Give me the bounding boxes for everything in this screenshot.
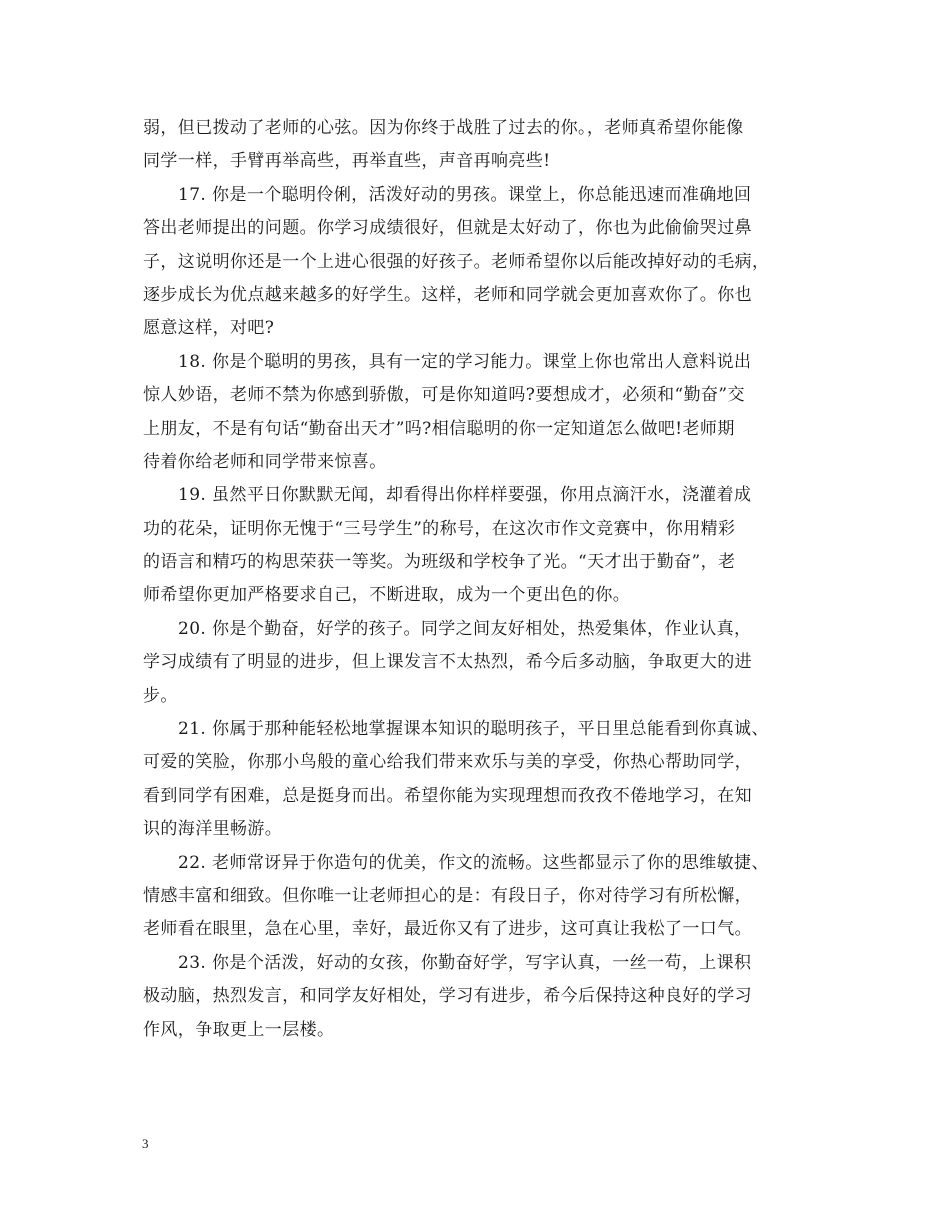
text-line: 的语言和精巧的构思荣获一等奖。为班级和学校争了光。“天才出于勤奋”，老 [143, 552, 736, 573]
paragraph-item-17 [143, 179, 813, 346]
text-line: 子，这说明你还是一个上进心很强的好孩子。老师希望你以后能改掉好动的毛病， [143, 251, 770, 272]
text-line: 功的花朵，证明你无愧于“三号学生”的称号，在这次市作文竞赛中，你用精彩 [143, 518, 736, 539]
paragraph-item-23 [143, 947, 813, 1047]
text-line: 愿意这样，对吧? [143, 318, 275, 339]
text-line: 情感丰富和细致。但你唯一让老师担心的是：有段日子，你对待学习有所松懈， [143, 885, 752, 906]
text-line: 上朋友，不是有句话“勤奋出天才”吗?相信聪明的你一定知道怎么做吧!老师期 [143, 418, 735, 439]
text-line: 惊人妙语，老师不禁为你感到骄傲，可是你知道吗?要想成才，必须和“勤奋”交 [143, 385, 745, 406]
text-line: 17. 你是一个聪明伶俐，活泼好动的男孩。课堂上，你总能迅速而准确地回 [178, 184, 752, 205]
text-line: 同学一样，手臂再举高些，再举直些，声音再响亮些! [143, 151, 551, 172]
text-line: 识的海洋里畅游。 [143, 819, 283, 840]
document-body [143, 112, 813, 1047]
text-line: 答出老师提出的问题。你学习成绩很好，但就是太好动了，你也为此偷偷哭过鼻 [143, 218, 752, 239]
text-line: 18. 你是个聪明的男孩，具有一定的学习能力。课堂上你也常出人意料说出 [178, 351, 752, 372]
text-line: 弱，但已拨动了老师的心弦。因为你终于战胜了过去的你。，老师真希望你能像 [143, 118, 744, 138]
paragraph-item-18 [143, 346, 813, 480]
text-line: 21. 你属于那种能轻松地掌握课本知识的聪明孩子，平日里总能看到你真诚、 [178, 719, 769, 740]
text-line: 20. 你是个勤奋，好学的孩子。同学之间友好相处，热爱集体，作业认真， [178, 618, 752, 639]
text-line: 19. 虽然平日你默默无闻，却看得出你样样要强，你用点滴汗水，浇灌着成 [178, 485, 752, 506]
page-number: 3 [142, 1136, 149, 1151]
paragraph-item-21 [143, 713, 813, 847]
paragraph-item-20 [143, 613, 813, 713]
text-line: 看到同学有困难，总是挺身而出。希望你能为实现理想而孜孜不倦地学习，在知 [143, 785, 752, 806]
text-line: 老师看在眼里，急在心里，幸好，最近你又有了进步，这可真让我松了一口气。 [143, 919, 752, 940]
paragraph-item-22 [143, 847, 813, 947]
paragraph-continuation [143, 112, 813, 179]
text-line: 师希望你更加严格要求自己，不断进取，成为一个更出色的你。 [143, 585, 631, 606]
text-line: 22. 老师常讶异于你造句的优美，作文的流畅。这些都显示了你的思维敏捷、 [178, 852, 769, 873]
text-line: 学习成绩有了明显的进步，但上课发言不太热烈，希今后多动脑，争取更大的进 [143, 652, 752, 673]
text-line: 逐步成长为优点越来越多的好学生。这样，老师和同学就会更加喜欢你了。你也 [143, 284, 752, 305]
text-line: 待着你给老师和同学带来惊喜。 [143, 451, 387, 472]
paragraph-item-19 [143, 479, 813, 613]
text-line: 可爱的笑脸，你那小鸟般的童心给我们带来欢乐与美的享受，你热心帮助同学， [143, 752, 752, 773]
text-line: 23. 你是个活泼，好动的女孩，你勤奋好学，写字认真，一丝一苟，上课积 [178, 952, 752, 973]
text-line: 步。 [143, 685, 178, 706]
text-line: 极动脑，热烈发言，和同学友好相处，学习有进步，希今后保持这种良好的学习 [143, 986, 752, 1007]
text-line: 作风，争取更上一层楼。 [143, 1019, 335, 1040]
